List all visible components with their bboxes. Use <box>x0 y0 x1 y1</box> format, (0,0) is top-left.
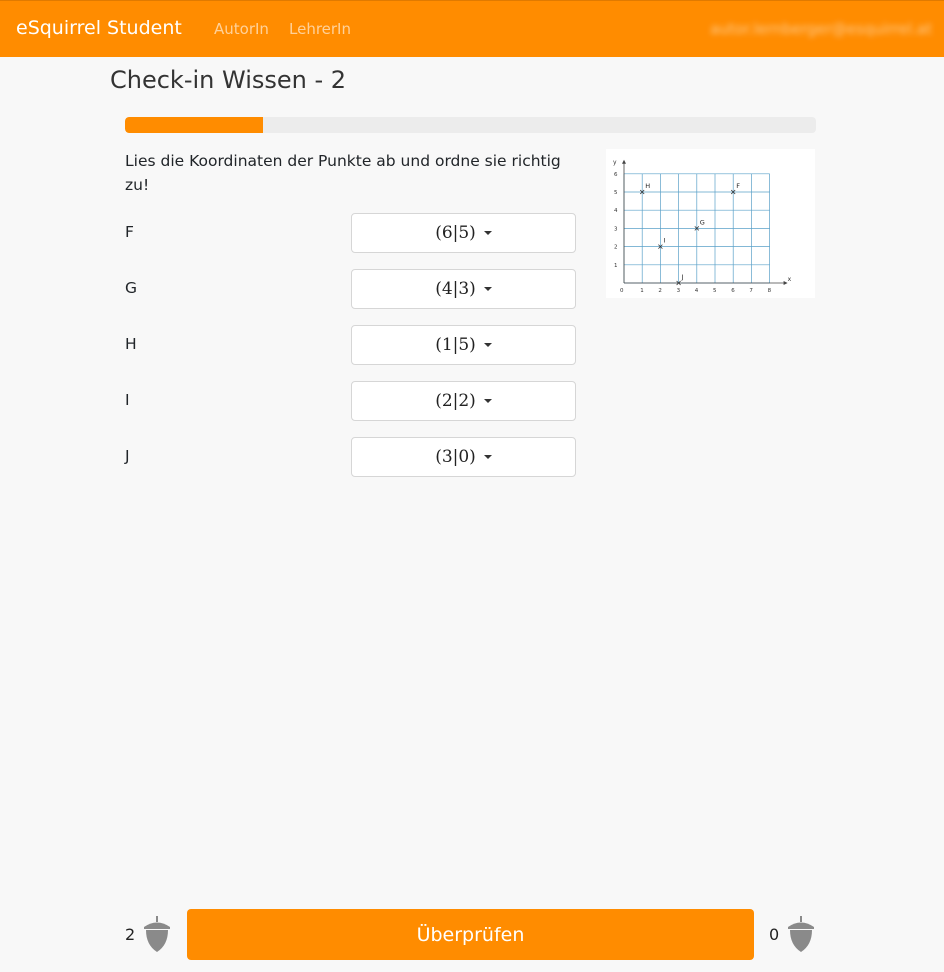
point-label-j: J <box>125 447 130 465</box>
question-instruction: Lies die Koordinaten der Punkte ab und ordne sie richtig zu! <box>125 152 561 194</box>
coordinate-dropdown-j[interactable] <box>351 437 576 477</box>
caret-down-icon <box>484 455 492 459</box>
coordinate-graph-image <box>606 149 815 298</box>
y-tick-label: 6 <box>614 171 618 178</box>
acorn-icon <box>142 915 172 953</box>
point-label-g: G <box>699 218 705 227</box>
point-label-h: H <box>125 335 137 353</box>
point-label-f: F <box>125 223 134 241</box>
x-tick-label: 5 <box>713 288 717 294</box>
caret-down-icon <box>484 399 492 403</box>
x-tick-label: 7 <box>749 288 753 294</box>
dropdown-value: (2|2) <box>435 391 476 411</box>
caret-down-icon <box>484 287 492 291</box>
point-label-h: H <box>645 182 651 190</box>
user-email-link[interactable]: autor.lernberger@esquirrel.at <box>710 20 932 38</box>
dropdown-value: (1|5) <box>435 335 476 355</box>
point-label-j: J <box>681 273 684 281</box>
top-navbar <box>0 0 944 57</box>
y-tick-label: 5 <box>614 190 618 196</box>
coordinate-dropdown-g[interactable] <box>351 269 576 309</box>
nav-link-lehrerin[interactable]: LehrerIn <box>289 20 351 38</box>
y-axis-arrow <box>622 160 626 164</box>
brand-link[interactable]: eSquirrel Student <box>16 17 182 39</box>
dropdown-value: (3|0) <box>435 447 476 467</box>
x-axis-label: x <box>787 276 792 283</box>
coordinate-dropdown-f[interactable] <box>351 213 576 253</box>
x-tick-label: 0 <box>620 288 624 294</box>
nav-link-autorin[interactable]: AutorIn <box>214 20 269 38</box>
x-tick-label: 8 <box>767 288 772 294</box>
point-label-i: I <box>663 236 666 245</box>
y-tick-label: 2 <box>614 244 618 251</box>
point-label-i: I <box>125 391 130 409</box>
y-tick-label: 3 <box>614 226 618 233</box>
progress-bar <box>125 117 816 133</box>
point-label-g: G <box>125 279 138 297</box>
x-tick-label: 3 <box>676 288 681 294</box>
acorn-icon <box>786 915 816 953</box>
y-tick-label: 4 <box>614 208 618 215</box>
y-tick-label: 1 <box>614 262 618 269</box>
caret-down-icon <box>484 343 492 347</box>
coordinate-dropdown-i[interactable] <box>351 381 576 421</box>
x-tick-label: 6 <box>731 288 735 294</box>
check-button[interactable]: Überprüfen <box>187 909 754 960</box>
y-axis-label: y <box>613 158 617 166</box>
x-tick-label: 2 <box>658 288 662 294</box>
x-tick-label: 1 <box>640 288 644 294</box>
coordinate-dropdown-h[interactable] <box>351 325 576 365</box>
x-tick-label: 4 <box>694 288 699 294</box>
dropdown-value: (6|5) <box>435 223 476 243</box>
progress-fill <box>125 117 263 133</box>
page-title: Check-in Wissen - 2 <box>110 66 347 94</box>
caret-down-icon <box>484 231 492 235</box>
dropdown-value: (4|3) <box>435 279 476 299</box>
acorn-count-left: 2 <box>125 925 136 944</box>
point-label-f: F <box>736 182 740 190</box>
acorn-count-right: 0 <box>769 925 780 944</box>
